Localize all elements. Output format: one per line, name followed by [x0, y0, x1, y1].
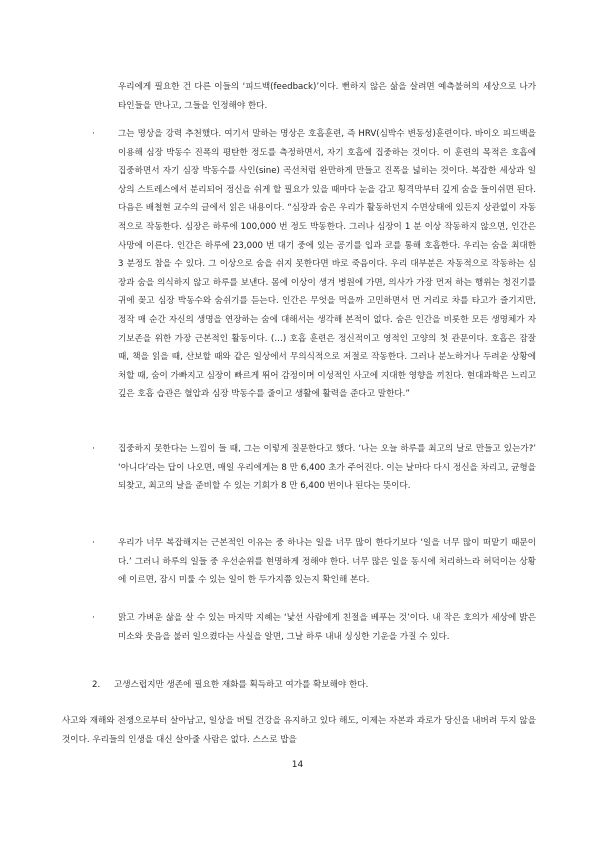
bullet-paragraph-priorities: 우리가 너무 복잡해지는 근본적인 이유는 중 하나는 일을 너무 많이 한다기보다 ‘일을 너무 많이 떠맡기 때문이다.’ 그러니 하루의 일들 중 우선순위를 현명하게 정해야 한다. 너무 많은 일을 동시에 처리하느라 허덕이는 상황에 이르면, 잠시 미룰 수 있는 일이 한 두가지쯤 있는지 확인해 본다. — [118, 538, 536, 586]
section-number: 2. — [92, 680, 101, 690]
section-title: 고생스럽지만 생존에 필요한 재화를 획득하고 여가를 확보해야 한다. — [114, 680, 369, 690]
bullet-paragraph-focus: 집중하지 못한다는 느낌이 들 때, 그는 이렇게 질문한다고 했다. ‘나는 오늘 하루를 최고의 날로 만들고 있는가?’ ‘아니다’라는 답이 나오면, 매일 우리에게는 8 만 6,400 초가 주어진다. 이는 날마다 다시 정신을 차리고, 균형을 되찾고, 최고의 날을 준비할 수 있는 기회가 8 만 6,400 번이나 된다는 뜻이다. — [118, 444, 536, 492]
page-number: 14 — [291, 760, 304, 770]
bullet-mark: · — [92, 538, 95, 548]
bullet-paragraph-kindness: 맑고 가벼운 삶을 살 수 있는 마지막 지혜는 ‘낯선 사람에게 친절을 베푸는 것’이다. 내 작은 호의가 세상에 밝은 미소와 웃음을 불러 일으켰다는 사실을 알면, 그날 하루 내내 싱싱한 기운을 가질 수 있다. — [118, 613, 536, 642]
body-paragraph: 사고와 재해와 전쟁으로부터 살아남고, 일상을 버틸 건강을 유지하고 있다 해도, 이제는 자본과 과로가 당신을 내버려 두지 않을 것이다. 우리들의 인생을 대신 살아줄 사람은 없다. 스스로 밥을 — [62, 716, 536, 745]
intro-paragraph: 우리에게 필요한 건 다른 이들의 ‘피드백(feedback)’이다. 뻔하지 않은 삶을 살려면 예측불허의 세상으로 나가 타인들을 만나고, 그들을 인정해야 한다. — [118, 82, 536, 111]
bullet-mark: · — [92, 444, 95, 454]
bullet-mark: · — [92, 129, 95, 139]
bullet-mark: · — [92, 613, 95, 623]
bullet-paragraph-meditation: 그는 명상을 강력 추천했다. 여기서 말하는 명상은 호흡훈련, 즉 HRV(심박수 변동성)훈련이다. 바이오 피드백을 이용해 심장 박동수 진폭의 평탄한 정도를 측정하면서, 자기 호흡에 집중하는 것이다. 이 훈련의 목적은 호흡에 집중하면서 자기 심장 박동수를 사인(sine) 곡선처럼 완만하게 만들고 진폭을 넓히는 것이다. 복잡한 세상과 일상의 스트레스에서 분리되어 정신을 쉬게 할 필요가 있을 때마다 눈을 감고 횡격막부터 깊게 숨을 들이쉬면 된다. 다음은 배철현 교수의 글에서 읽은 내용이다. “심장과 숨은 우리가 활동하던지 수면상태에 있든지 상관없이 자동적으로 작동한다. 심장은 하루에 100,000 번 정도 박동한다. 그러나 심장이 1 분 이상 작동하지 않으면, 인간은 사망에 이른다. 인간은 하루에 23,000 번 대기 중에 있는 공기를 입과 코를 통해 호흡한다. 우리는 숨을 최대한 3 분정도 참을 수 있다. 그 이상으로 숨을 쉬지 못한다면 바로 죽음이다. 우리 대부분은 자동적으로 작동하는 심장과 숨을 의식하지 않고 하루를 보낸다. 몸에 이상이 생겨 병원에 가면, 의사가 가장 먼저 하는 행위는 청진기를 귀에 꽂고 심장 박동수와 숨쉬기를 듣는다. 인간은 무엇을 먹을까 고민하면서 먼 거리로 차를 타고가 즐기지만, 정작 매 순간 자신의 생명을 연장하는 숨에 대해서는 생각해 본적이 없다. 숨은 인간을 비롯한 모든 생명체가 자기보존을 위한 가장 근본적인 활동이다. (…) 호흡 훈련은 정신적이고 영적인 고양의 첫 관문이다. 호흡은 잠잘 때, 책을 읽을 때, 산보할 때와 같은 일상에서 무의식적으로 저절로 작동한다. 그러나 분노하거나 두려운 상황에 처할 때, 숨이 가빠지고 심장이 빠르게 뛰어 감정이며 이성적인 사고에 지대한 영향을 끼친다. 현대과학은 느리고 깊은 호흡 습관은 혈압과 심장 박동수를 줄이고 생활에 활력을 준다고 말한다.” — [118, 129, 536, 400]
section-heading — [92, 676, 542, 695]
